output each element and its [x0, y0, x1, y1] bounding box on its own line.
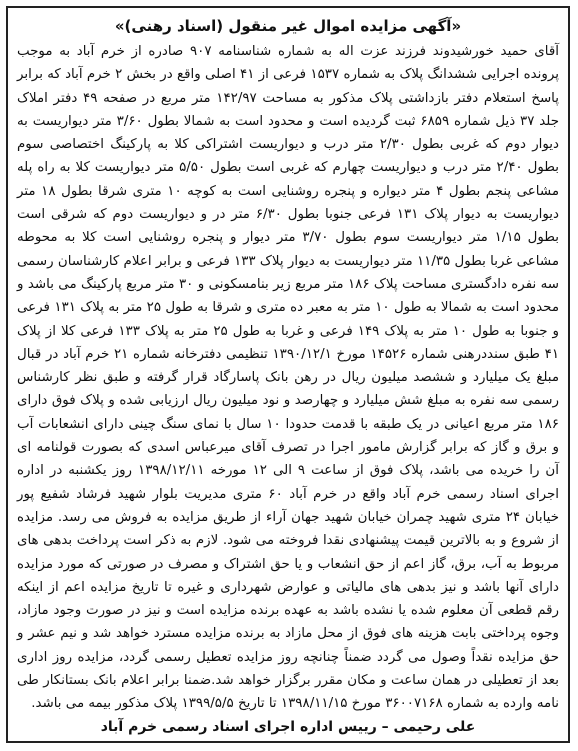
notice-title: «آگهی مزایده اموال غیر منقول (اسناد رهنی)»	[114, 17, 462, 35]
auction-notice	[6, 6, 570, 743]
notice-signature: علی رحیمی – رییس اداره اجرای اسناد رسمی خرم آباد	[100, 718, 476, 735]
notice-body: آقای حمید خورشیدوند فرزند عزت اله به شماره شناسنامه ۹۰۷ صادره از خرم آباد به موجب پرونده اجرایی ششدانگ پلاک به شماره ۱۵۳۷ فرعی از ۴۱ اصلی واقع در بخش ۲ خرم آباد که برابر پاسخ استعلام دفتر بازداشتی پلاک مذکور به مساحت ۱۴۲/۹۷ متر مربع در صفحه ۴۹ دفتر املاک جلد ۳۷ ذیل شماره ۶۸۵۹ ثبت گردیده است و محدود است به شمالا بطول ۳/۶۰ متر دیواریست به دیوار دوم که غربی بطول ۲/۳۰ متر درب و دیواریست اشتراکی کلا به پارکینگ اختصاصی سوم بطول ۲/۴۰ متر درب و دیواریست چهارم که غربی است بطول ۵/۵۰ متر دیواریست کلا به راه پله مشاعی پنجم بطول ۴ متر دیواره و پنجره روشنایی است به کوچه ۱۰ متری شرقا بطول ۱۸ متر دیواریست به دیوار پلاک ۱۳۱ فرعی جنوبا بطول ۶/۳۰ متر در و دیواریست دوم که شرقی است بطول ۱/۱۵ متر دیواریست سوم بطول ۳/۷۰ متر دیوار و پنجره روشنایی است کلا به محوطه مشاعی غربا بطول ۱۱/۳۵ متر دیواریست به دیوار پلاک ۱۳۳ فرعی و برابر اعلام کارشناسان رسمی سه نفره دادگستری مساحت پلاک ۱۸۶ متر مربع زیر بنامسکونی و ۳۰ متر مربع پارکینگ می باشد و محدود است به شمالا به طول ۱۰ متر به معبر ده متری و شرقا به طول ۲۵ متر به پلاک ۱۳۱ فرعی و جنوبا به طول ۱۰ متر به پلاک ۱۴۹ فرعی و غربا به طول ۲۵ متر به پلاک ۱۳۳ فرعی کلا از پلاک ۴۱ طبق سنددرهنی شماره ۱۴۵۲۶ مورخ ۱۳۹۰/۱۲/۱ تنظیمی دفترخانه شماره ۲۱ خرم آباد در قبال مبلغ یک میلیارد و ششصد میلیون ریال در رهن بانک پاسارگاد قرار گرفته و طبق نظر کارشناس رسمی سه نفره به مبلغ شش میلیارد و چهارصد و نود میلیون ریال ارزیابی شده و پلاک فوق دارای ۱۸۶ متر مربع اعیانی در یک طبقه با قدمت حدودا ۱۰ سال با نمای سنگ چینی دارای انشعابات آب و برق و گاز که برابر گزارش مامور اجرا در تصرف آقای میرعباس اسدی که بصورت قولنامه ای آن را خریده می باشد، پلاک فوق از ساعت ۹ الی ۱۲ مورخه ۱۳۹۸/۱۲/۱۱ روز یکشنبه در اداره اجرای اسناد رسمی خرم آباد واقع در خرم آباد ۶۰ متری مدیریت بلوار شهید فرشاد شفیع پور خیابان ۲۴ متری شهید چمران خیابان شهید جهان آراء از طریق مزایده به فروش می رسد. مزایده از شروع و به بالاترین قیمت پیشنهادی نقدا فروخته می شود. لازم به ذکر است پرداخت بدهی های مربوط به آب، برق، گاز اعم از حق انشعاب و یا حق اشتراک و مصرف در صورتی که مورد مزایده دارای آنها باشد و نیز بدهی های مالیاتی و عوارض شهرداری و غیره تا تاریخ مزایده اعم از اینکه رقم قطعی آن معلوم شده یا نشده باشد به عهده برنده مزایده است و نیز در صورت وجود مازاد، وجوه پرداختی بابت هزینه های فوق از محل مازاد به برنده مزایده مسترد خواهد شد و نیم عشر و حق مزایده نقداً وصول می گردد ضمناً چنانچه روز مزایده تعطیل رسمی گردد، مزایده روز اداری بعد از تعطیلی در همان ساعت و مکان مقرر برگزار خواهد شد.ضمنا برابر اعلام بانک بستانکار طی نامه وارده به شماره ۳۶۰۰۷۱۶۸ مورخ ۱۳۹۸/۱۱/۱۵ تا تاریخ ۱۳۹۹/۵/۵ پلاک مذکور بیمه می باشد.	[17, 44, 560, 712]
